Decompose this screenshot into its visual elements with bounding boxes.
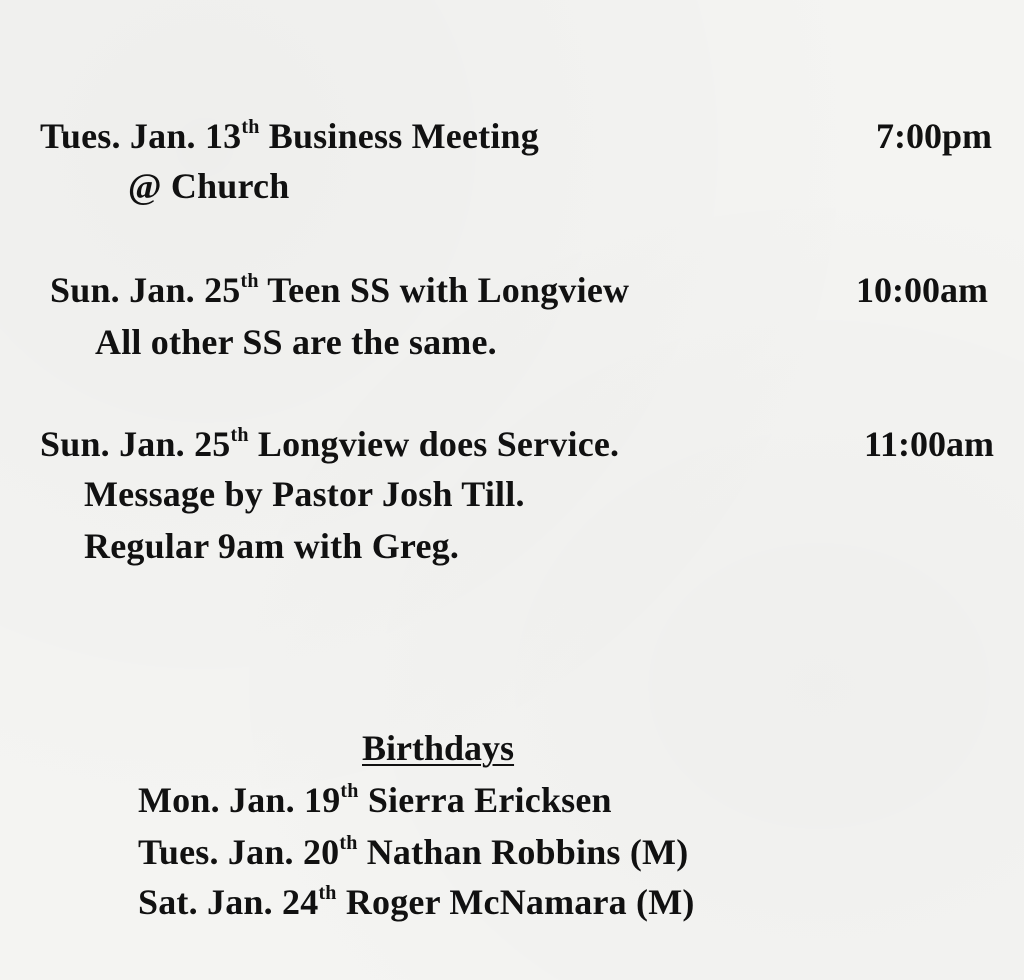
event-2-day-suffix: th bbox=[240, 270, 259, 292]
event-1-day-suffix: th bbox=[241, 116, 260, 138]
event-2-line bbox=[50, 270, 629, 310]
event-2-title: Teen SS with Longview bbox=[267, 270, 630, 310]
event-3-day-suffix: th bbox=[230, 424, 249, 446]
birthday-1-name: Sierra Ericksen bbox=[367, 780, 612, 820]
event-1-time: 7:00pm bbox=[876, 116, 992, 156]
event-1-note-1: @ Church bbox=[128, 166, 290, 206]
birthdays-heading: Birthdays bbox=[362, 728, 515, 768]
birthday-2-name: Nathan Robbins (M) bbox=[366, 832, 689, 872]
birthday-3-name: Roger McNamara (M) bbox=[345, 882, 695, 922]
birthday-3-day: Sat. Jan. 24 bbox=[138, 882, 319, 922]
event-2-note-1: All other SS are the same. bbox=[95, 322, 497, 362]
event-2-day: Sun. Jan. 25 bbox=[50, 270, 241, 310]
event-2-time: 10:00am bbox=[856, 270, 988, 310]
event-3-title: Longview does Service. bbox=[257, 424, 620, 464]
event-3-day: Sun. Jan. 25 bbox=[40, 424, 231, 464]
event-3-time: 11:00am bbox=[864, 424, 994, 464]
birthday-3 bbox=[138, 882, 695, 922]
event-1-day: Tues. Jan. 13 bbox=[40, 116, 242, 156]
birthday-1-day: Mon. Jan. 19 bbox=[138, 780, 341, 820]
event-3-line bbox=[40, 424, 619, 464]
event-3-note-1: Message by Pastor Josh Till. bbox=[84, 474, 525, 514]
event-1-title: Business Meeting bbox=[268, 116, 539, 156]
birthday-3-day-suffix: th bbox=[318, 882, 337, 904]
birthday-1 bbox=[138, 780, 612, 820]
birthday-2-day: Tues. Jan. 20 bbox=[138, 832, 340, 872]
birthday-2 bbox=[138, 832, 688, 872]
event-3-note-2: Regular 9am with Greg. bbox=[84, 526, 460, 566]
birthday-1-day-suffix: th bbox=[340, 780, 359, 802]
birthday-2-day-suffix: th bbox=[339, 832, 358, 854]
event-1-line bbox=[40, 116, 539, 156]
